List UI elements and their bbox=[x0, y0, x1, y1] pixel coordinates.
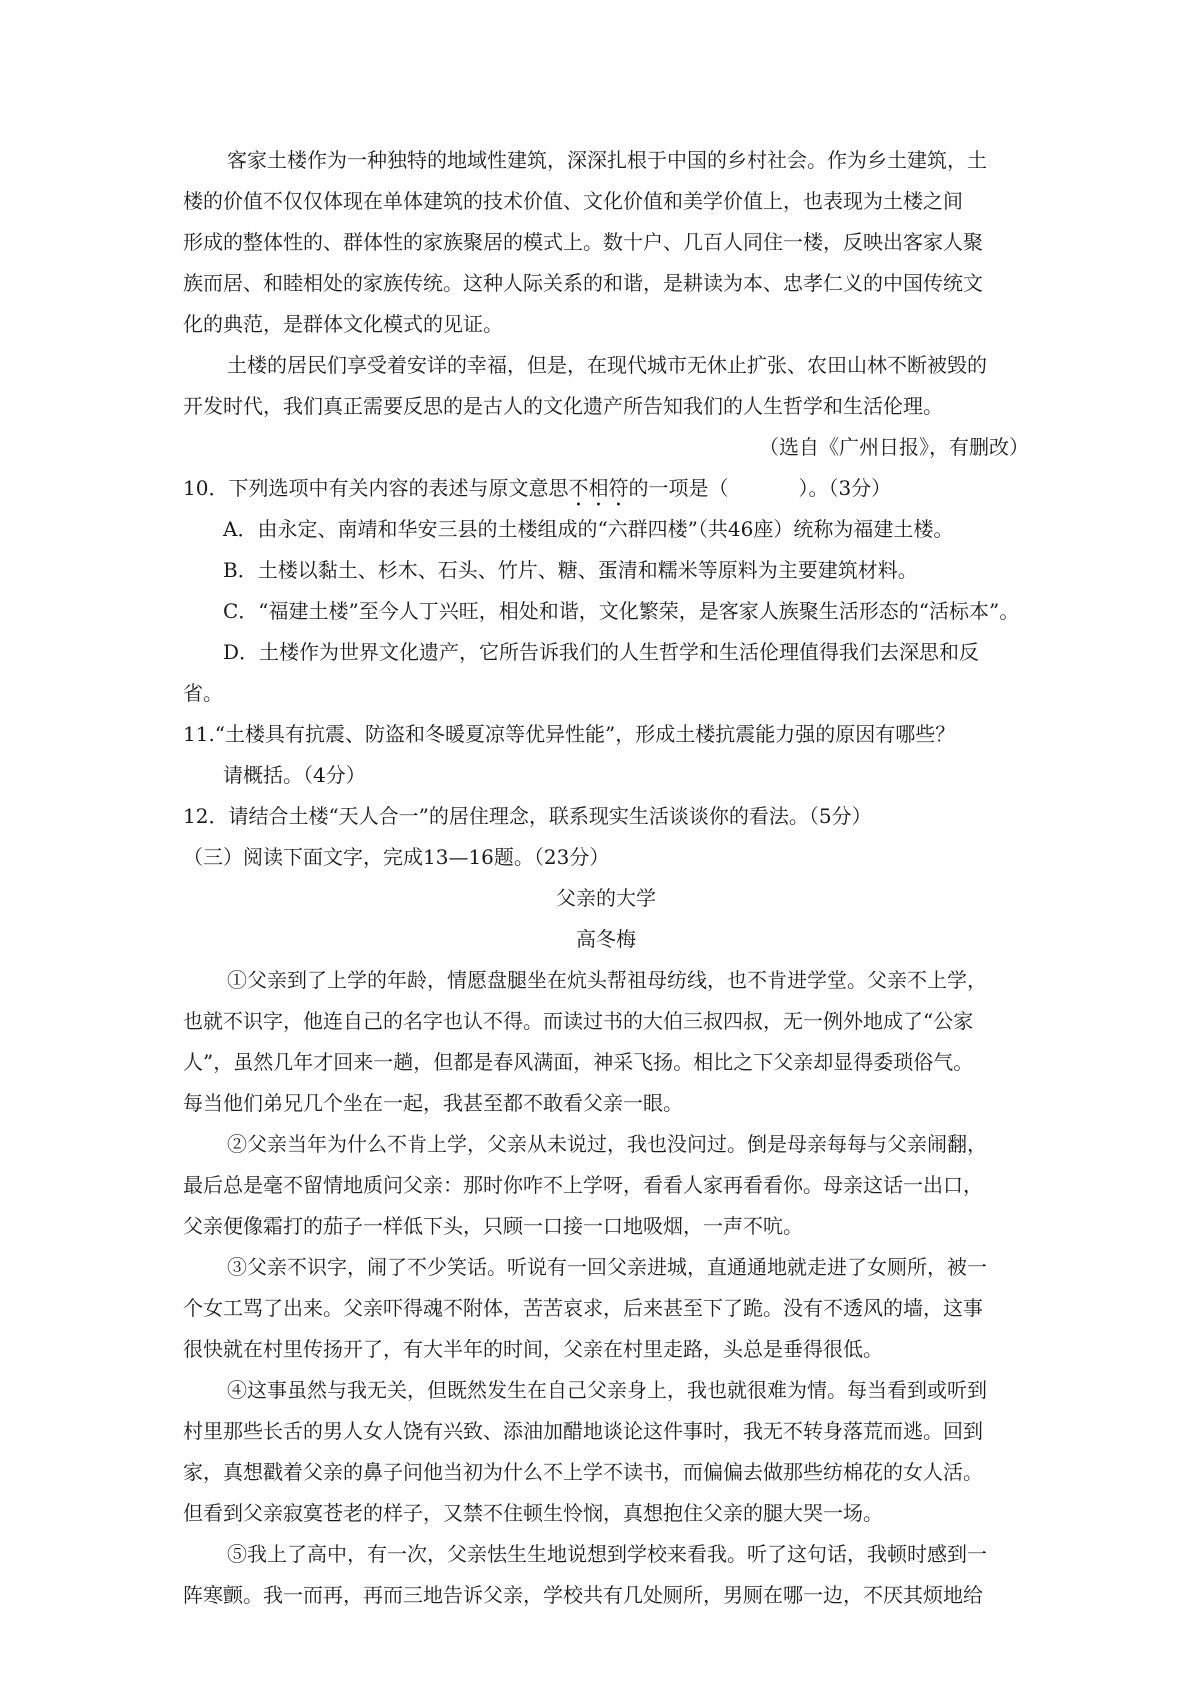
q10-option-d-cont: 省。 bbox=[183, 681, 223, 705]
section-heading: （三）阅读下面文字，完成13—16题。（23分） bbox=[183, 845, 610, 869]
text-line: 客家土楼作为一种独特的地域性建筑，深深扎根于中国的乡村社会。作为乡土建筑，土 bbox=[227, 148, 987, 172]
story-title: 父亲的大学 bbox=[556, 886, 656, 910]
text-line: 很快就在村里传扬开了，有大半年的时间，父亲在村里走路，头总是垂得很低。 bbox=[183, 1337, 883, 1361]
text-line: ③父亲不识字，闹了不少笑话。听说有一回父亲进城，直通通地就走进了女厕所，被一 bbox=[227, 1255, 987, 1279]
question-11: 11.“土楼具有抗震、防盗和冬暖夏凉等优异性能”，形成土楼抗震能力强的原因有哪些？ bbox=[183, 722, 956, 746]
story-author: 高冬梅 bbox=[576, 927, 636, 951]
document-page bbox=[183, 140, 1029, 1616]
source-citation: （选自《广州日报》，有删改） bbox=[759, 435, 1029, 459]
text-line: 但看到父亲寂寞苍老的样子，又禁不住顿生怜悯，真想抱住父亲的腿大哭一场。 bbox=[183, 1501, 883, 1525]
question-12: 12．请结合土楼“天人合一”的居住理念，联系现实生活谈谈你的看法。（5分） bbox=[183, 804, 872, 828]
text-line: ⑤我上了高中，有一次，父亲怯生生地说想到学校来看我。听了这句话，我顿时感到一 bbox=[227, 1542, 987, 1566]
q10-stem-end: ）。（3分） bbox=[798, 476, 892, 500]
text-line: 个女工骂了出来。父亲吓得魂不附体，苦苦哀求，后来甚至下了跪。没有不透风的墙，这事 bbox=[183, 1296, 983, 1320]
text-line: 形成的整体性的、群体性的家族聚居的模式上。数十户、几百人同住一楼，反映出客家人聚 bbox=[183, 230, 983, 254]
text-line: 人”，虽然几年才回来一趟，但都是春风满面，神采飞扬。相比之下父亲却显得委琐俗气。 bbox=[183, 1050, 974, 1074]
text-line: 楼的价值不仅仅体现在单体建筑的技术价值、文化价值和美学价值上，也表现为土楼之间 bbox=[183, 189, 963, 213]
q10-emphasis: 不相符 bbox=[568, 476, 629, 500]
text-line: 每当他们弟兄几个坐在一起，我甚至都不敢看父亲一眼。 bbox=[183, 1091, 683, 1115]
text-line: 父亲便像霜打的茄子一样低下头，只顾一口接一口地吸烟，一声不吭。 bbox=[183, 1214, 803, 1238]
q10-stem-before: 10．下列选项中有关内容的表述与原文意思 bbox=[183, 476, 569, 500]
q10-option-d: D．土楼作为世界文化遗产，它所告诉我们的人生哲学和生活伦理值得我们去深思和反 bbox=[223, 640, 980, 664]
text-line: ②父亲当年为什么不肯上学，父亲从未说过，我也没问过。倒是母亲每每与父亲闹翻， bbox=[227, 1132, 987, 1156]
text-line: 最后总是毫不留情地质问父亲：那时你咋不上学呀，看看人家再看看你。母亲这话一出口， bbox=[183, 1173, 983, 1197]
text-line: 族而居、和睦相处的家族传统。这种人际关系的和谐，是耕读为本、忠孝仁义的中国传统文 bbox=[183, 271, 983, 295]
text-line: 开发时代，我们真正需要反思的是古人的文化遗产所告知我们的人生哲学和生活伦理。 bbox=[183, 394, 943, 418]
q10-stem-after: 的一项是（ bbox=[628, 476, 729, 500]
q10-option-b: B．土楼以黏土、杉木、石头、竹片、糖、蛋清和糯米等原料为主要建筑材料。 bbox=[223, 558, 918, 582]
text-line: 也就不识字，他连自己的名字也认不得。而读过书的大伯三叔四叔，无一例外地成了“公家 bbox=[183, 1009, 974, 1033]
q10-option-a: A．由永定、南靖和华安三县的土楼组成的“六群四楼”（共46座）统称为福建土楼。 bbox=[223, 517, 954, 541]
question-11-cont: 请概括。（4分） bbox=[223, 763, 366, 787]
q10-option-c: C．“福建土楼”至今人丁兴旺，相处和谐，文化繁荣，是客家人族聚生活形态的“活标本”。 bbox=[223, 599, 1020, 623]
text-line: 化的典范，是群体文化模式的见证。 bbox=[183, 312, 503, 336]
text-line: ④这事虽然与我无关，但既然发生在自己父亲身上，我也就很难为情。每当看到或听到 bbox=[227, 1378, 987, 1402]
text-line: 阵寒颤。我一而再，再而三地告诉父亲，学校共有几处厕所，男厕在哪一边，不厌其烦地给 bbox=[183, 1583, 983, 1607]
text-line: ①父亲到了上学的年龄，情愿盘腿坐在炕头帮祖母纺线，也不肯进学堂。父亲不上学， bbox=[227, 968, 987, 992]
text-line: 土楼的居民们享受着安详的幸福，但是，在现代城市无休止扩张、农田山林不断被毁的 bbox=[227, 353, 987, 377]
text-line: 村里那些长舌的男人女人饶有兴致、添油加醋地谈论这件事时，我无不转身落荒而逃。回到 bbox=[183, 1419, 983, 1443]
question-10-stem bbox=[183, 468, 1029, 509]
text-line: 家，真想戳着父亲的鼻子问他当初为什么不上学不读书，而偏偏去做那些纺棉花的女人活。 bbox=[183, 1460, 983, 1484]
